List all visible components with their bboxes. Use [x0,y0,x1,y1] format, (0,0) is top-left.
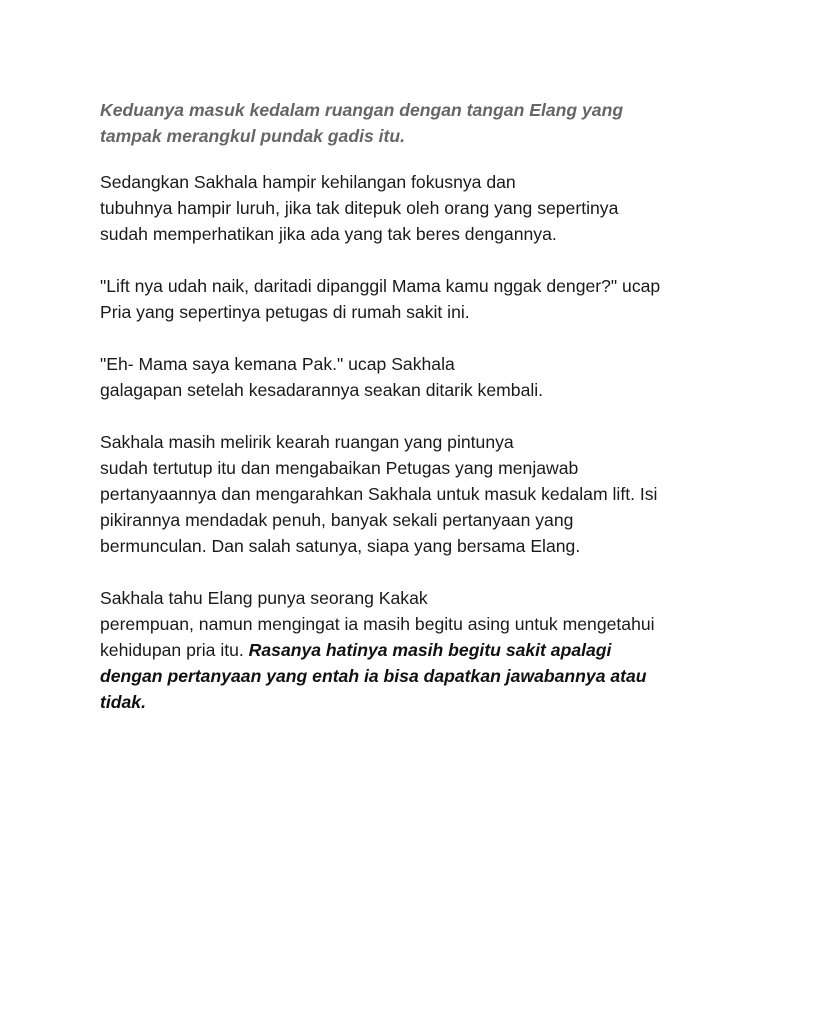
text-line: "Eh- Mama saya kemana Pak." ucap Sakhala [100,354,455,374]
text-line: Sedangkan Sakhala hampir kehilangan fokusnya dan [100,172,516,192]
text-line: Sakhala tahu Elang punya seorang Kakak [100,588,428,608]
paragraph-5 [100,585,730,715]
text-line: tubuhnya hampir luruh, jika tak ditepuk oleh orang yang sepertinya [100,198,619,218]
intro-paragraph [100,97,730,149]
text-line: sudah memperhatikan jika ada yang tak beres dengannya. [100,224,557,244]
text-line: Keduanya masuk kedalam ruangan dengan tangan Elang yang [100,100,624,120]
text-line [100,637,730,663]
text-line: perempuan, namun mengingat ia masih begitu asing untuk mengetahui [100,614,655,634]
paragraph-2 [100,273,730,325]
text-line: pertanyaannya dan mengarahkan Sakhala untuk masuk kedalam lift. Isi [100,484,658,504]
text-line: Sakhala masih melirik kearah ruangan yang pintunya [100,432,514,452]
text-line: galagapan setelah kesadarannya seakan ditarik kembali. [100,380,544,400]
text-line: tampak merangkul pundak gadis itu. [100,126,406,146]
paragraph-4 [100,429,730,559]
paragraph-1 [100,169,730,247]
text-line: bermunculan. Dan salah satunya, siapa yang bersama Elang. [100,536,581,556]
emphasis-line: tidak. [100,692,146,712]
paragraph-3 [100,351,730,403]
plain-text: kehidupan pria itu. [100,640,249,660]
emphasis-line: dengan pertanyaan yang entah ia bisa dapatkan jawabannya atau [100,666,647,686]
text-line: sudah tertutup itu dan mengabaikan Petugas yang menjawab [100,458,579,478]
text-line: "Lift nya udah naik, daritadi dipanggil Mama kamu nggak denger?" ucap [100,276,661,296]
text-line: pikirannya mendadak penuh, banyak sekali pertanyaan yang [100,510,574,530]
emphasis-text: Rasanya hatinya masih begitu sakit apalagi [248,640,612,660]
text-line: Pria yang sepertinya petugas di rumah sakit ini. [100,302,470,322]
document-page [100,97,730,741]
